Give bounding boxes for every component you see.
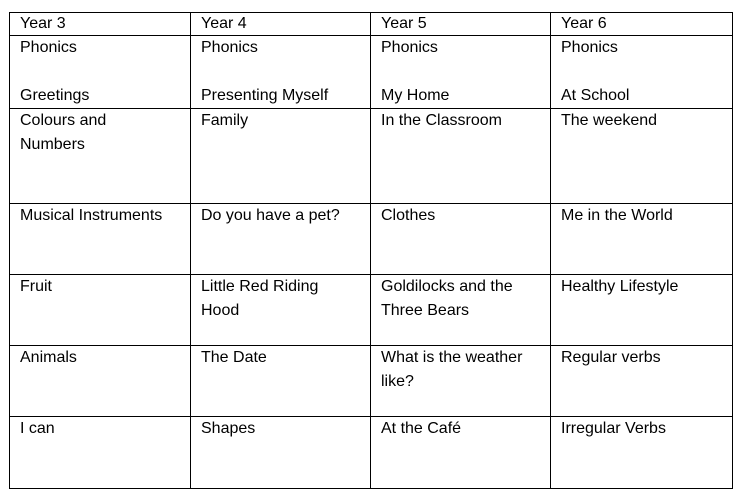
header-row [10, 13, 733, 36]
table-row [10, 204, 733, 275]
cell-line: Phonics [561, 39, 618, 56]
table-cell: Irregular Verbs [551, 417, 733, 489]
table-cell [10, 36, 191, 109]
cell-line: Presenting Myself [201, 87, 329, 104]
table-cell: Fruit [10, 275, 191, 346]
table-row [10, 109, 733, 204]
cell-line: Phonics [381, 39, 438, 56]
table-cell: Shapes [191, 417, 371, 489]
header-cell-year-6: Year 6 [551, 13, 733, 36]
table-cell: Musical Instruments [10, 204, 191, 275]
curriculum-table [9, 12, 733, 489]
table-row [10, 346, 733, 417]
table-cell: In the Classroom [371, 109, 551, 204]
table-cell: I can [10, 417, 191, 489]
table-cell: Goldilocks and the Three Bears [371, 275, 551, 346]
table-cell [371, 36, 551, 109]
table-cell: Regular verbs [551, 346, 733, 417]
table-cell: What is the weather like? [371, 346, 551, 417]
table-cell: Little Red Riding Hood [191, 275, 371, 346]
table-cell: Clothes [371, 204, 551, 275]
table-cell: Family [191, 109, 371, 204]
cell-line: At School [561, 87, 630, 104]
table-row [10, 275, 733, 346]
table-cell: The weekend [551, 109, 733, 204]
cell-line: Phonics [20, 39, 77, 56]
table-cell: At the Café [371, 417, 551, 489]
header-cell-year-3: Year 3 [10, 13, 191, 36]
table-row [10, 417, 733, 489]
table-cell: The Date [191, 346, 371, 417]
cell-line: Phonics [201, 39, 258, 56]
table-cell: Animals [10, 346, 191, 417]
table-cell [191, 36, 371, 109]
table-cell: Healthy Lifestyle [551, 275, 733, 346]
header-cell-year-4: Year 4 [191, 13, 371, 36]
table-cell: Do you have a pet? [191, 204, 371, 275]
table-row [10, 36, 733, 109]
table-cell: Me in the World [551, 204, 733, 275]
cell-line: My Home [381, 87, 450, 104]
table-cell: Colours and Numbers [10, 109, 191, 204]
table-cell [551, 36, 733, 109]
header-cell-year-5: Year 5 [371, 13, 551, 36]
cell-line: Greetings [20, 87, 90, 104]
